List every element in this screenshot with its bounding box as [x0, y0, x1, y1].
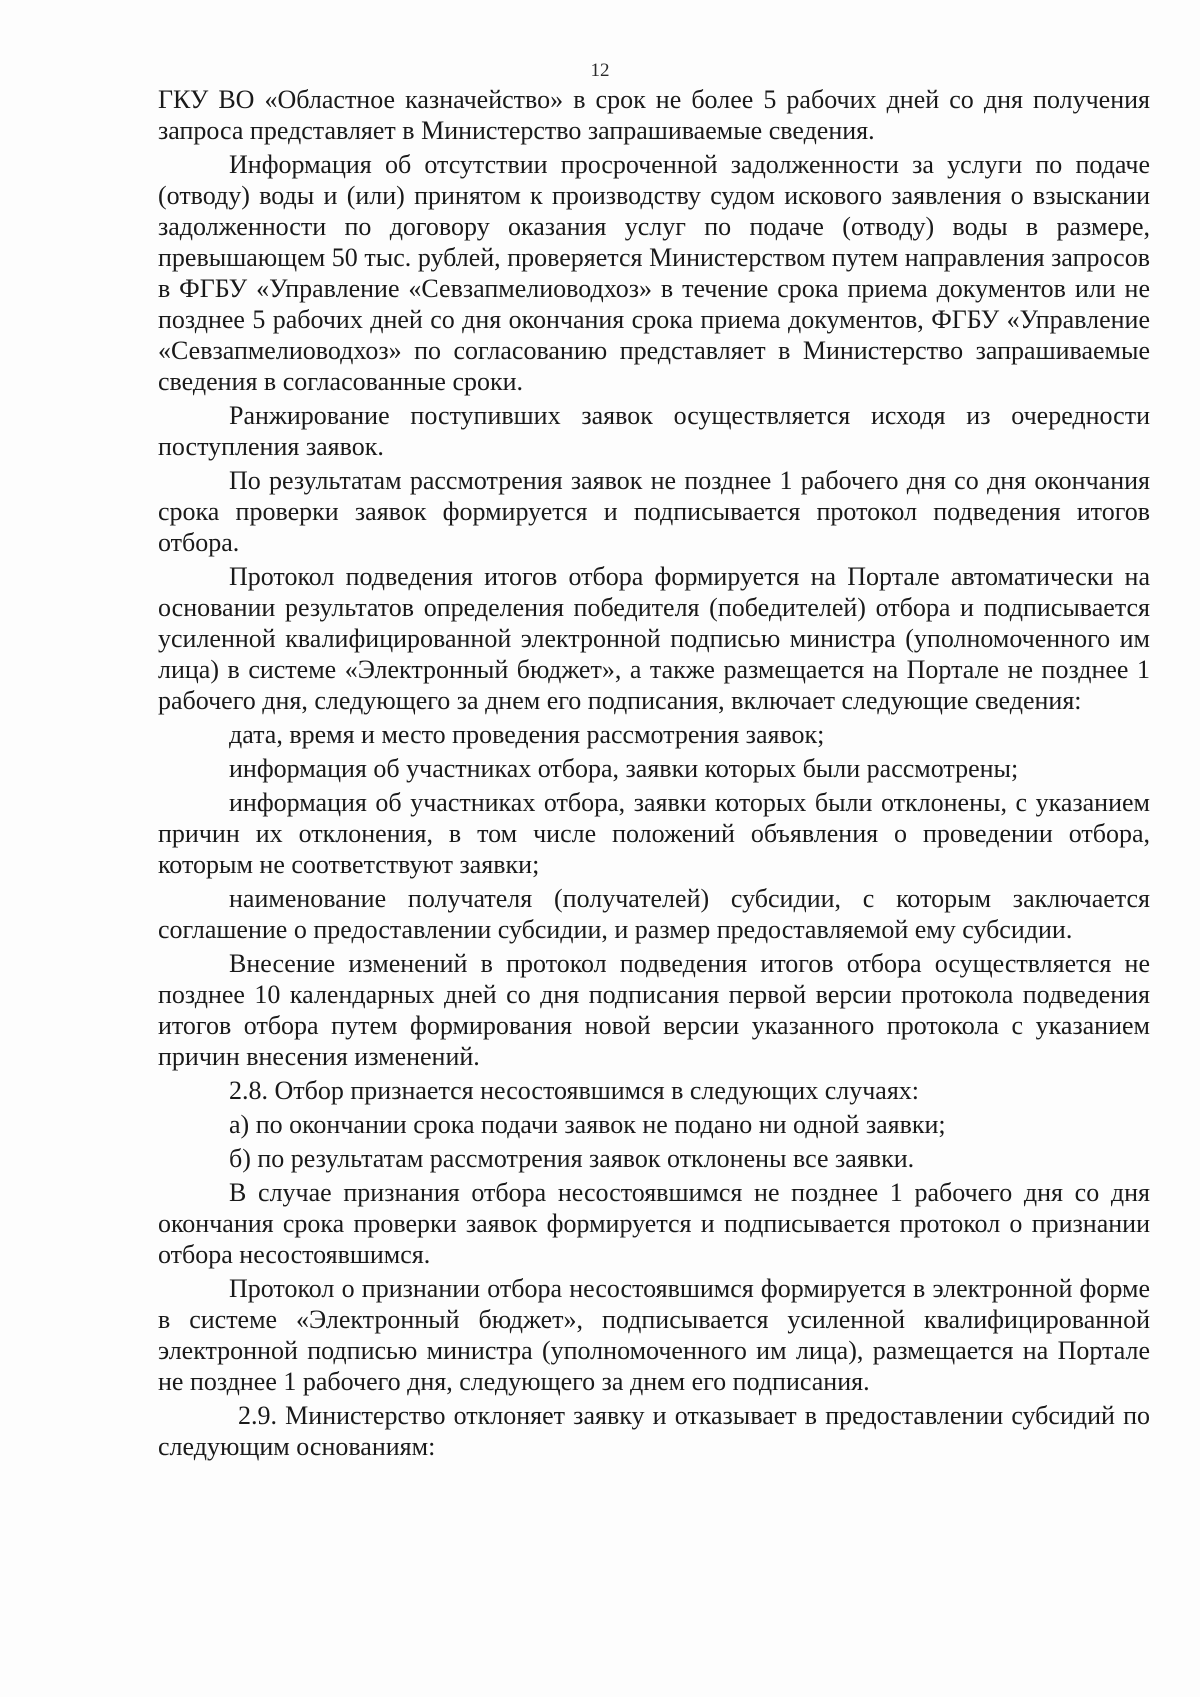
list-item-b: б) по результатам рассмотрения заявок отклонены все заявки. — [229, 1144, 915, 1173]
paragraph-failed-selection: В случае признания отбора несостоявшимся не позднее 1 рабочего дня со дня окончания срока проверки заявок формируется и подписывается протокол о признании отбора несостоявшимся. — [158, 1178, 1150, 1269]
list-item-reviewed-participants: информация об участниках отбора, заявки которых были рассмотрены; — [229, 754, 1019, 783]
list-item-recipients: наименование получателя (получателей) субсидии, с которым заключается соглашение о предоставлении субсидии, и размер предоставляемой ему субсидии. — [158, 884, 1150, 944]
list-item-a: а) по окончании срока подачи заявок не подано ни одной заявки; — [229, 1110, 946, 1139]
list-item-rejected-participants: информация об участниках отбора, заявки которых были отклонены, с указанием причин их отклонения, в том числе положений объявления о проведении отбора, которым не соответствуют заявки; — [158, 788, 1150, 879]
section-2-8-heading: 2.8. Отбор признается несостоявшимся в следующих случаях: — [229, 1076, 920, 1105]
paragraph-failed-protocol: Протокол о признании отбора несостоявшимся формируется в электронной форме в системе «Электронный бюджет», подписывается усиленной квалифицированной электронной подписью министра (уполномоченного им лица), размещается на Портале не позднее 1 рабочего дня, следующего за днем его подписания. — [158, 1274, 1150, 1396]
paragraph-protocol-formation: Протокол подведения итогов отбора формируется на Портале автоматически на основании результатов определения победителя (победителей) отбора и подписывается усиленной квалифицированной электронной подписью министра (уполномоченного им лица) в системе «Электронный бюджет», а также размещается на Портале не позднее 1 рабочего дня, следующего за днем его подписания, включает следующие сведения: — [158, 562, 1150, 715]
document-body — [158, 84, 1150, 1465]
list-item-date-time-place: дата, время и место проведения рассмотрения заявок; — [229, 720, 825, 749]
section-2-9-heading: 2.9. Министерство отклоняет заявку и отказывает в предоставлении субсидий по следующим основаниям: — [158, 1401, 1150, 1461]
paragraph-protocol-changes: Внесение изменений в протокол подведения итогов отбора осуществляется не позднее 10 календарных дней со дня подписания первой версии протокола подведения итогов отбора путем формирования новой версии указанного протокола с указанием причин внесения изменений. — [158, 949, 1150, 1071]
paragraph-review-results: По результатам рассмотрения заявок не позднее 1 рабочего дня со дня окончания срока проверки заявок формируется и подписывается протокол подведения итогов отбора. — [158, 466, 1150, 557]
paragraph-ranking: Ранжирование поступивших заявок осуществляется исходя из очередности поступления заявок. — [158, 401, 1150, 461]
paragraph-debt-check: Информация об отсутствии просроченной задолженности за услуги по подаче (отводу) воды и (или) принятом к производству судом искового заявления о взыскании задолженности по договору оказания услуг по подаче (отводу) воды в размере, превышающем 50 тыс. рублей, проверяется Министерством путем направления запросов в ФГБУ «Управление «Севзапмелиоводхоз» в течение срока приема документов или не позднее 5 рабочих дней со дня окончания срока приема документов, ФГБУ «Управление «Севзапмелиоводхоз» по согласованию представляет в Министерство запрашиваемые сведения в согласованные сроки. — [158, 150, 1150, 396]
page-number: 12 — [590, 60, 610, 81]
paragraph-treasury-response: ГКУ ВО «Областное казначейство» в срок не более 5 рабочих дней со дня получения запроса представляет в Министерство запрашиваемые сведения. — [158, 85, 1150, 145]
